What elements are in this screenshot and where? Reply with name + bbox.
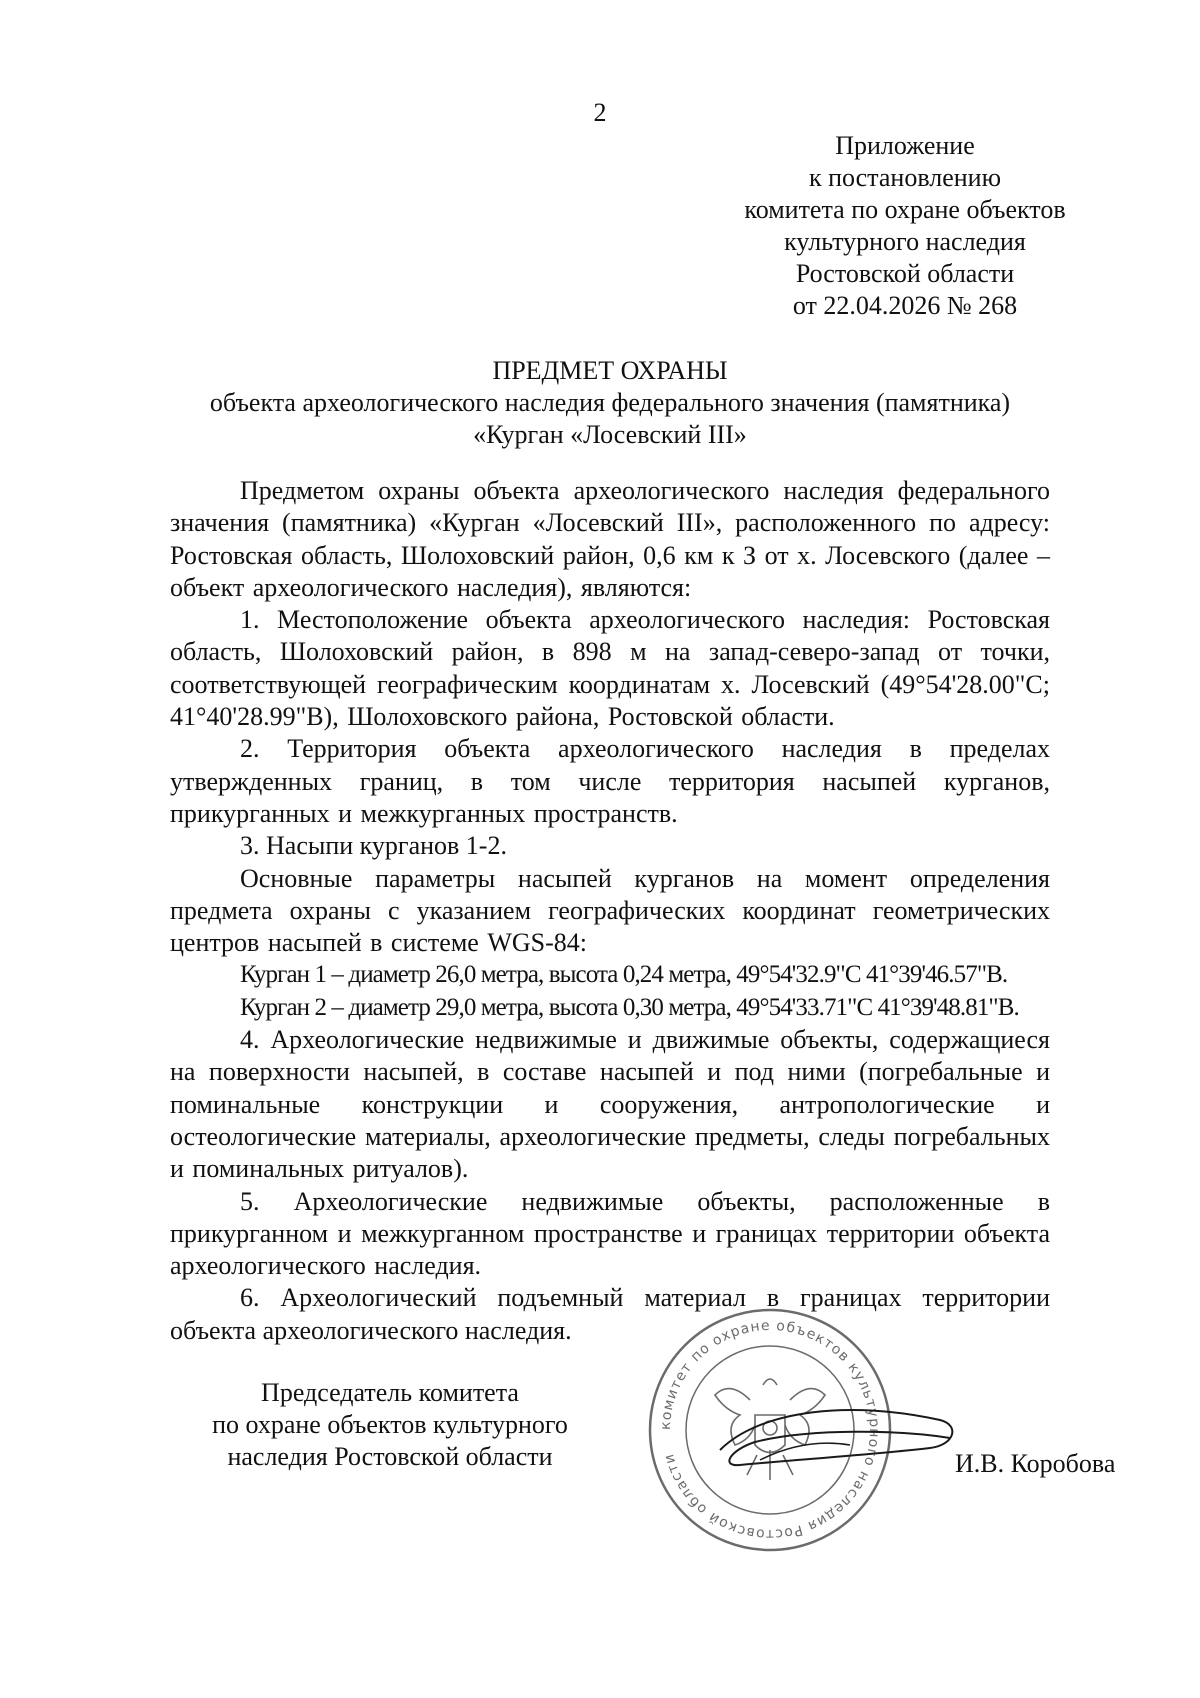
item-immovable-objects: 5. Археологические недвижимые объекты, расположенные в прикурганном и межкурганном пространстве и границах территории объекта археологического наследия. <box>170 1186 1050 1281</box>
item-territory: 2. Территория объекта археологического наследия в пределах утвержденных границ, в том числе территория насыпей курганов, прикурганных и межкурганных пространств. <box>170 734 1050 828</box>
document-body <box>170 475 1050 1347</box>
document-title <box>160 355 1060 451</box>
signatory-position-line: по охране объектов культурного <box>212 1410 568 1439</box>
signatory-position-line: Председатель комитета <box>261 1378 519 1407</box>
item-mounds: 3. Насыпи курганов 1-2. <box>240 831 507 861</box>
appendix-line: Ростовской области <box>795 259 1015 288</box>
title-object-name: «Курган «Лосевский III» <box>473 420 747 449</box>
appendix-line: комитета по охране объектов <box>744 195 1066 224</box>
seal-ring-text: комитет по охране объектов культурного наследия Ростовской области <box>657 1317 883 1543</box>
item-location: 1. Местоположение объекта археологического наследия: Ростовская область, Шолоховский район, в 898 м на запад-северо-запад от точки, соответствующей географическим координатам х. Лосевский (49°54'28.00"С; 41°40'28.99"В), Шолоховского района, Ростовской области. <box>170 605 1050 732</box>
appendix-line: Приложение <box>835 131 975 160</box>
mound-parameters-intro: Основные параметры насыпей курганов на момент определения предмета охраны с указанием географических координат геометрических центров насыпей в системе WGS-84: <box>170 863 1050 958</box>
item-archaeological-objects: 4. Археологические недвижимые и движимые объекты, содержащиеся на поверхности насыпей, в составе насыпей и под ними (погребальные и поминальные конструкции и сооружения, антропологические и остеологические материалы, археологические предметы, следы погребальных и поминальных ритуалов). <box>170 1025 1050 1184</box>
appendix-date-number: от 22.04.2026 № 268 <box>792 291 1018 320</box>
signatory-position-line: наследия Ростовской области <box>227 1442 553 1471</box>
signatory-position <box>180 1377 600 1473</box>
title-subtitle: объекта археологического наследия федерального значения (памятника) <box>209 388 1011 417</box>
item-surface-material: 6. Археологический подъемный материал в границах территории объекта археологического наследия. <box>170 1283 1050 1345</box>
title-heading: ПРЕДМЕТ ОХРАНЫ <box>492 356 728 385</box>
page-number: 2 <box>593 98 607 127</box>
mound-1-parameters: Курган 1 – диаметр 26,0 метра, высота 0,24 метра, 49°54'32.9"С 41°39'46.57"В. <box>240 961 1008 989</box>
mound-2-parameters: Курган 2 – диаметр 29,0 метра, высота 0,30 метра, 49°54'33.71"С 41°39'48.81"В. <box>240 993 1019 1021</box>
appendix-header <box>740 130 1070 322</box>
signer-name: И.В. Коробова <box>955 1449 1116 1478</box>
appendix-line: культурного наследия <box>784 227 1026 256</box>
appendix-line: к постановлению <box>808 163 1002 192</box>
intro-paragraph: Предметом охраны объекта археологического наследия федерального значения (памятника) «Курган «Лосевский III», расположенного по адресу: Ростовская область, Шолоховский район, 0,6 км к З от х. Лосевского (далее – объект археологического наследия), являются: <box>170 476 1050 602</box>
handwritten-signature <box>700 1390 970 1500</box>
